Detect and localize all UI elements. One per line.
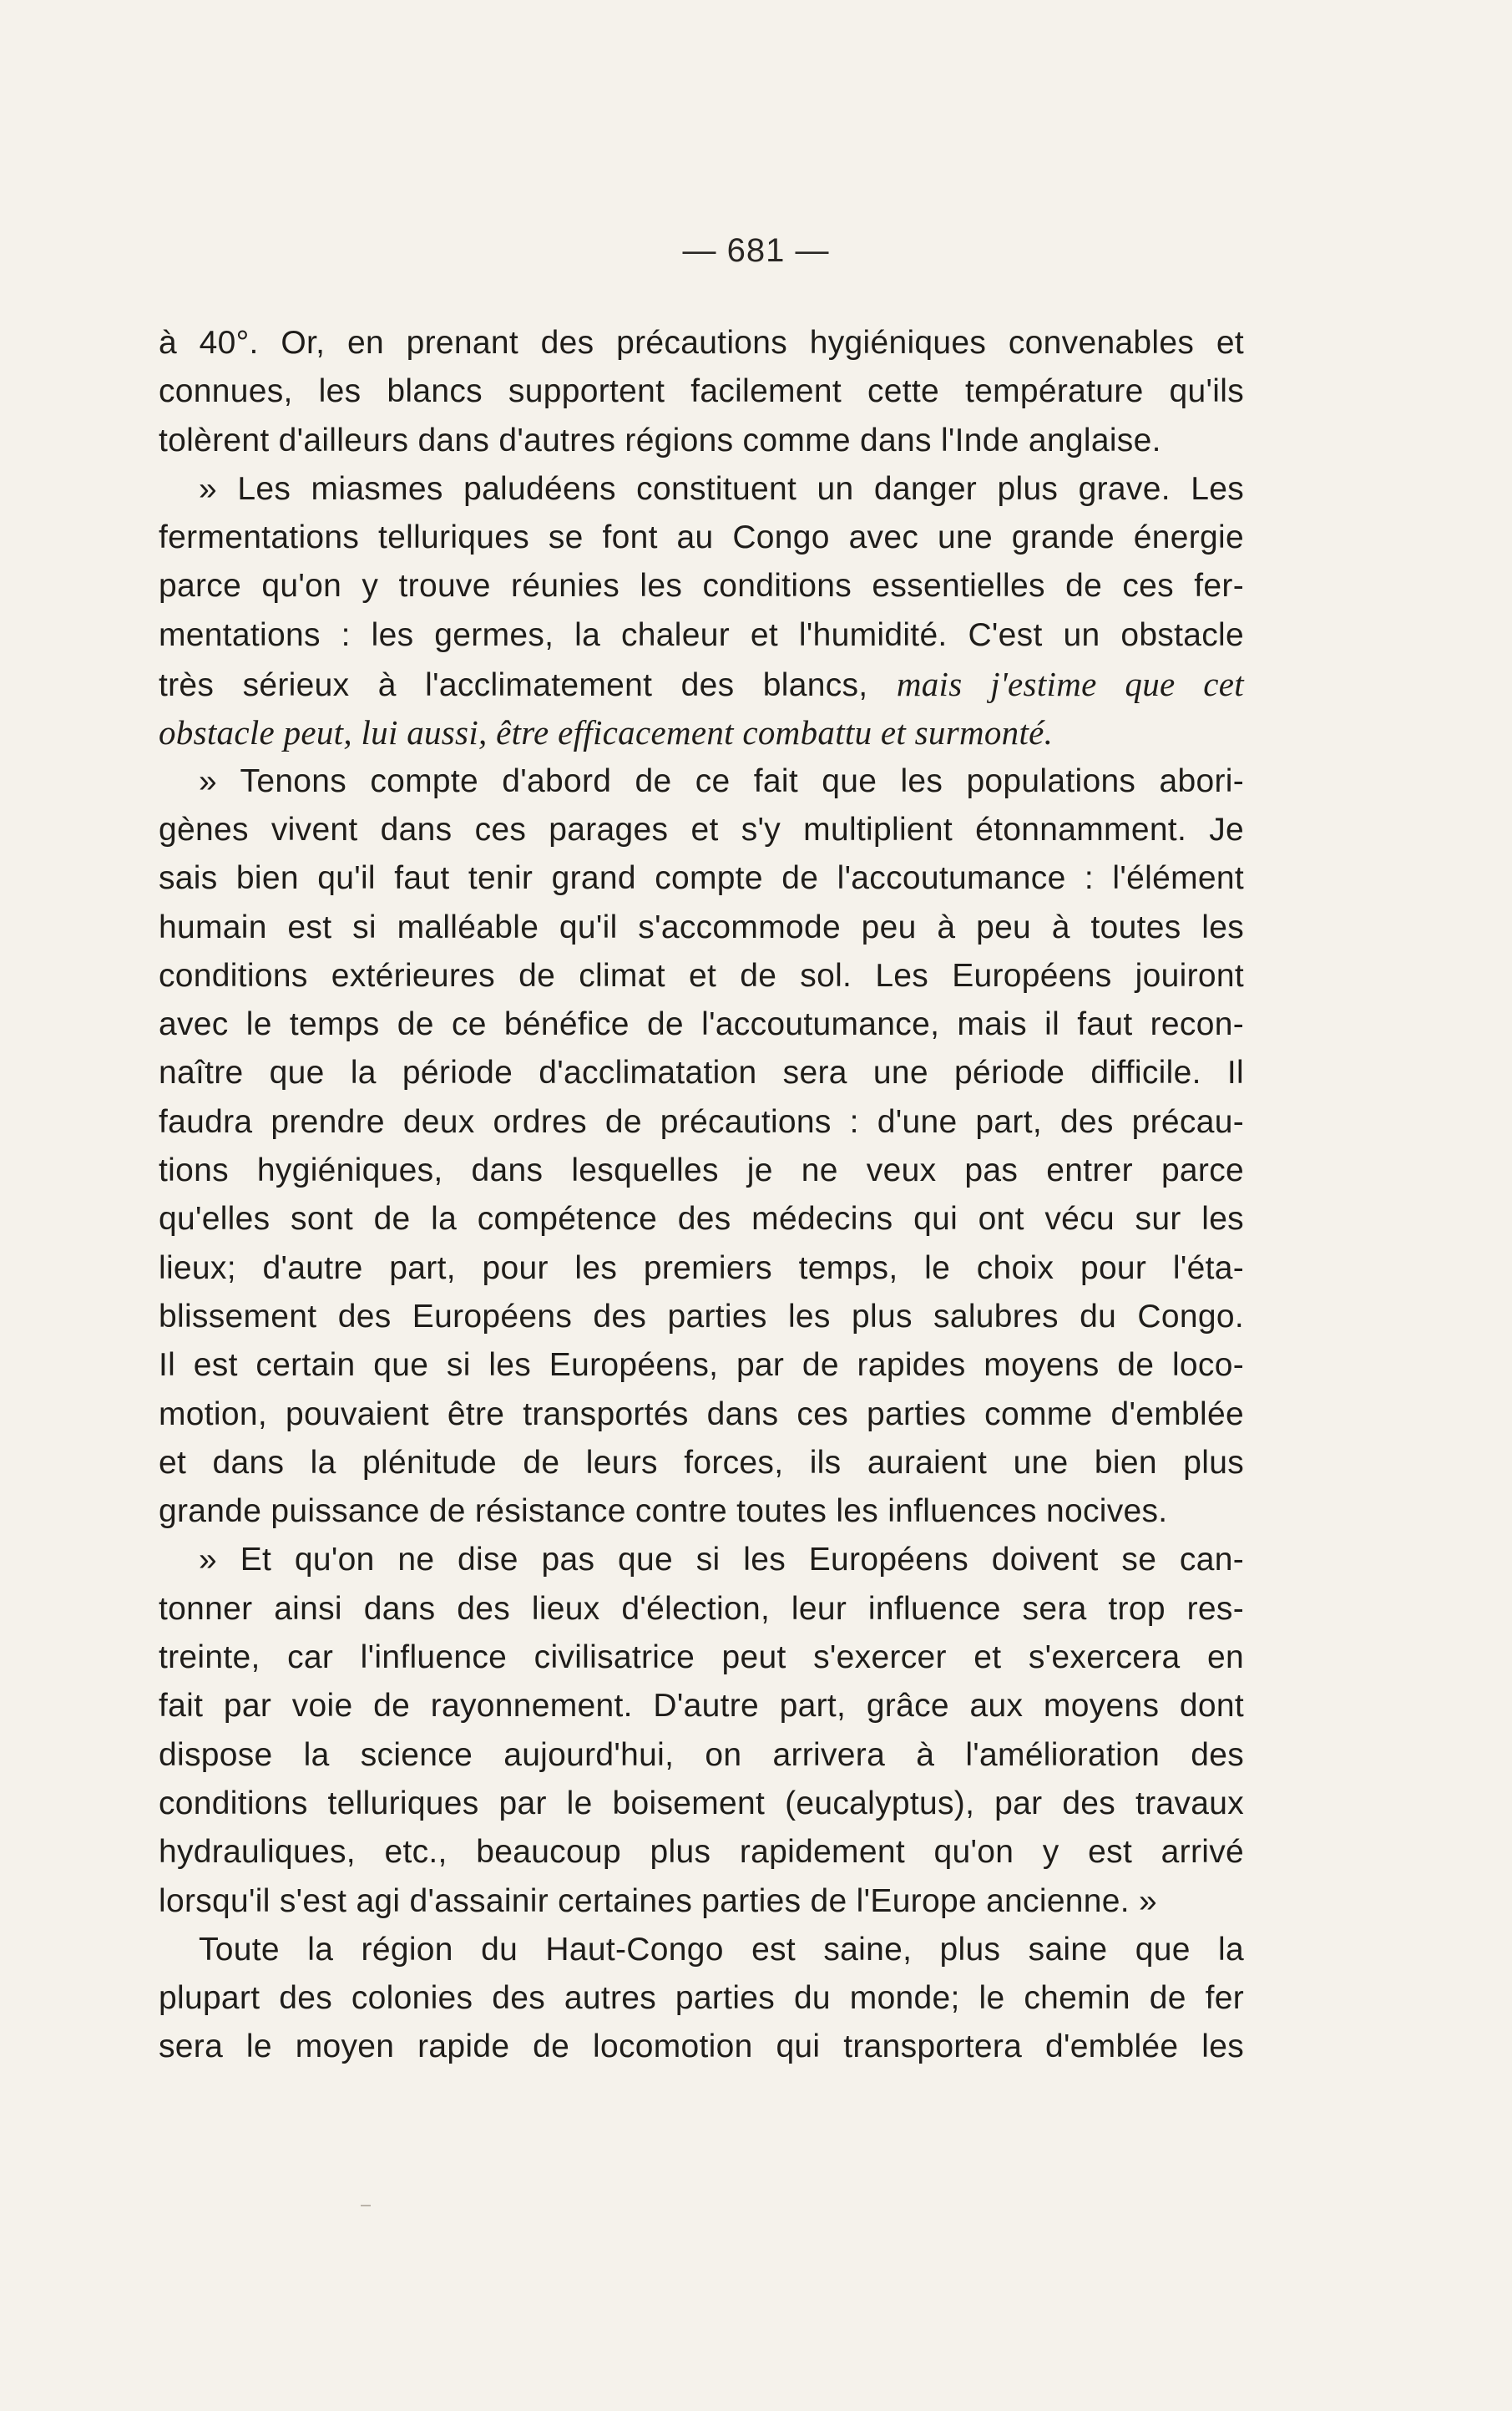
text-line: parce qu'on y trouve réunies les conditions essentielles de ces fer- (159, 568, 1244, 605)
text-line: » Tenons compte d'abord de ce fait que les populations abori- (199, 762, 1244, 799)
text-line: avec le temps de ce bénéfice de l'accoutumance, mais il faut recon- (159, 1006, 1244, 1043)
text-line: lieux; d'autre part, pour les premiers temps, le choix pour l'éta- (159, 1249, 1244, 1286)
text-line: blissement des Européens des parties les plus salubres du Congo. (159, 1298, 1244, 1335)
text-line: naître que la période d'acclimatation sera une période difficile. Il (159, 1055, 1244, 1092)
body-text (159, 319, 1244, 2072)
text-line: dispose la science aujourd'hui, on arrivera à l'amélioration des (159, 1736, 1244, 1773)
text-line: faudra prendre deux ordres de précautions : d'une part, des précau- (159, 1103, 1244, 1140)
text-line: motion, pouvaient être transportés dans ces parties comme d'emblée (159, 1395, 1244, 1432)
text-line: mentations : les germes, la chaleur et l'humidité. C'est un obstacle (159, 616, 1244, 653)
text-line: plupart des colonies des autres parties du monde; le chemin de fer (159, 1980, 1244, 2017)
text-line: conditions extérieures de climat et de sol. Les Européens jouiront (159, 957, 1244, 994)
text-line: lorsqu'il s'est agi d'assainir certaines parties de l'Europe ancienne. » (159, 1882, 1158, 1919)
text-line: sais bien qu'il faut tenir grand compte de l'accoutumance : l'élément (159, 860, 1244, 897)
text-line: fait par voie de rayonnement. D'autre part, grâce aux moyens dont (159, 1688, 1244, 1725)
text-line: et dans la plénitude de leurs forces, ils auraient une bien plus (159, 1444, 1244, 1481)
text-line: » Les miasmes paludéens constituent un danger plus grave. Les (199, 470, 1244, 507)
page-number: — 681 — (682, 232, 830, 269)
text-line: grande puissance de résistance contre toutes les influences nocives. (159, 1493, 1168, 1530)
text-line: tions hygiéniques, dans lesquelles je ne veux pas entrer parce (159, 1152, 1244, 1189)
text-line: hydrauliques, etc., beaucoup plus rapidement qu'on y est arrivé (159, 1834, 1244, 1871)
text-line-mixed (159, 660, 1244, 708)
text-line: Il est certain que si les Européens, par de rapides moyens de loco- (159, 1347, 1244, 1384)
text-line: tonner ainsi dans des lieux d'élection, leur influence sera trop res- (159, 1590, 1244, 1627)
text-line: » Et qu'on ne dise pas que si les Européens doivent se can- (199, 1542, 1244, 1578)
text-segment-italic: mais j'estime que cet (896, 665, 1244, 704)
text-line: sera le moyen rapide de locomotion qui transportera d'emblée les (159, 2029, 1244, 2065)
text-line: tolèrent d'ailleurs dans d'autres régions comme dans l'Inde anglaise. (159, 422, 1161, 458)
text-line: conditions telluriques par le boisement (eucalyptus), par des travaux (159, 1785, 1244, 1821)
text-line-italic: obstacle peut, lui aussi, être efficacement combattu et surmonté. (159, 713, 1054, 752)
text-line: connues, les blancs supportent facilement cette température qu'ils (159, 373, 1244, 410)
text-line: qu'elles sont de la compétence des médecins qui ont vécu sur les (159, 1201, 1244, 1238)
footer-mark (361, 2205, 371, 2206)
text-line: treinte, car l'influence civilisatrice peut s'exercer et s'exercera en (159, 1639, 1244, 1676)
text-segment: très sérieux à l'acclimatement des blancs, (159, 667, 868, 704)
text-line: Toute la région du Haut-Congo est saine, plus saine que la (199, 1931, 1244, 1968)
text-line: gènes vivent dans ces parages et s'y multiplient étonnamment. Je (159, 811, 1244, 848)
text-line: fermentations telluriques se font au Congo avec une grande énergie (159, 519, 1244, 556)
text-line: humain est si malléable qu'il s'accommode peu à peu à toutes les (159, 909, 1244, 945)
text-line: à 40°. Or, en prenant des précautions hygiéniques convenables et (159, 325, 1244, 361)
